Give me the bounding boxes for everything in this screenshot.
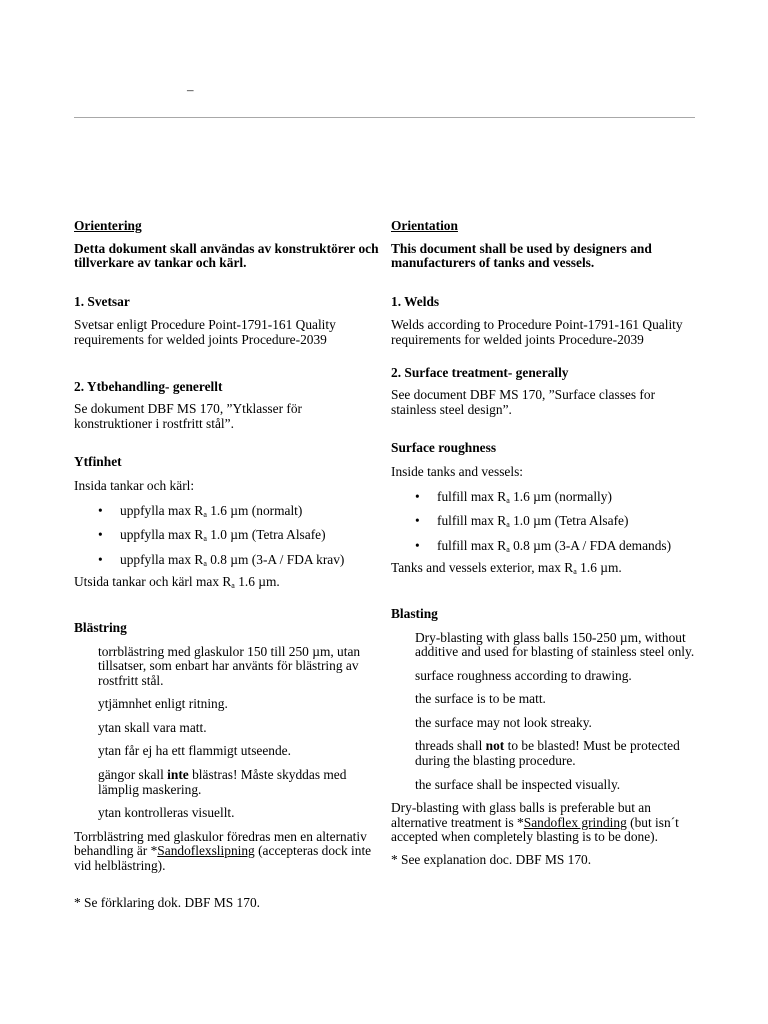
blast-item: surface roughness according to drawing. [415, 667, 632, 683]
list-item: • uppfylla $\max R_a$ 1.6 µm (normalt) [98, 502, 303, 519]
blast-item: the surface may not look streaky. [415, 714, 592, 730]
bullet-icon: • [98, 551, 103, 567]
surface-heading: 2. Ytbehandling- generellt [74, 378, 223, 394]
roughness-heading: Ytfinhet [74, 454, 122, 470]
header-divider [74, 117, 695, 118]
roughness-list [391, 490, 696, 554]
orientation-heading: Orientering [74, 218, 142, 233]
swedish-column [74, 219, 379, 910]
welds-heading: 1. Welds [391, 293, 440, 309]
exterior-text: Utsida tankar och kärl $\max R_a$ 1.6 µm. [74, 574, 280, 591]
surface-text: See document DBF MS 170, ”Surface classes for stainless steel design”. [391, 387, 656, 417]
list-item: • fulfill $\max R_a$ 1.6 µm (normally) [415, 488, 612, 505]
bullet-icon: • [415, 513, 420, 529]
welds-text: Welds according to Procedure Point-1791-161 Quality requirements for welded joints Procedure-2039 [391, 317, 683, 347]
bullet-icon: • [415, 488, 420, 504]
blast-item: the surface is to be matt. [415, 691, 546, 707]
header-dash: – [187, 82, 194, 97]
sandoflex-link[interactable]: Sandoflexslipning [157, 843, 255, 859]
orientation-text: Detta dokument skall användas av konstruktörer och tillverkare av tankar och kärl. [74, 240, 379, 271]
roughness-list [74, 504, 379, 568]
list-item: • fulfill $\max R_a$ 0.8 µm (3-A / FDA demands) [415, 537, 672, 554]
english-column [391, 219, 696, 868]
blast-item: ytan skall vara matt. [98, 719, 207, 735]
roughness-intro: Inside tanks and vessels: [391, 463, 524, 479]
blast-item: Dry-blasting with glass balls 150-250 µm, without additive and used for blasting of stainless steel only. [415, 629, 695, 660]
list-item: • uppfylla $\max R_a$ 1.0 µm (Tetra Alsafe) [98, 527, 326, 544]
bullet-icon: • [98, 527, 103, 543]
threads-text: gängor skall inte blästras! Måste skyddas med lämplig maskering. [98, 767, 347, 797]
footnote: * Se förklaring dok. DBF MS 170. [74, 894, 260, 910]
welds-heading: 1. Svetsar [74, 293, 130, 309]
list-item: • fulfill $\max R_a$ 1.0 µm (Tetra Alsafe) [415, 513, 629, 530]
blast-item: ytan får ej ha ett flammigt utseende. [98, 743, 291, 759]
blast-item: ytjämnhet enligt ritning. [98, 696, 228, 712]
bullet-icon: • [415, 537, 420, 553]
welds-text: Svetsar enligt Procedure Point-1791-161 Quality requirements for welded joints Procedure-2039 [74, 317, 336, 347]
footnote: * See explanation doc. DBF MS 170. [391, 852, 592, 868]
surface-heading: 2. Surface treatment- generally [391, 364, 569, 380]
blasting-heading: Blasting [391, 605, 438, 621]
bullet-icon: • [98, 502, 103, 518]
sandoflex-link[interactable]: Sandoflex grinding [523, 814, 627, 830]
roughness-intro: Insida tankar och kärl: [74, 477, 195, 493]
alternative-text: Torrblästring med glaskulor föredras men en alternativ behandling är *Sandoflexslipning (accepteras dock inte vid helblästring). [74, 828, 372, 874]
threads-text: threads shall not to be blasted! Must be protected during the blasting procedure. [415, 738, 680, 769]
list-item: • uppfylla $\max R_a$ 0.8 µm (3-A / FDA krav) [98, 551, 345, 568]
orientation-text: This document shall be used by designers and manufacturers of tanks and vessels. [391, 240, 652, 271]
surface-text: Se dokument DBF MS 170, ”Ytklasser för konstruktioner i rostfritt stål”. [74, 401, 303, 431]
orientation-heading: Orientation [391, 218, 458, 233]
blast-item: torrblästring med glaskulor 150 till 250 µm, utan tillsatser, som enbart har använts för blästring av rostfritt stål. [98, 643, 361, 688]
roughness-heading: Surface roughness [391, 440, 497, 456]
blasting-heading: Blästring [74, 619, 127, 635]
alternative-text: Dry-blasting with glass balls is preferable but an alternative treatment is *Sandoflex grinding (but isn´t accepted when completely blasting is to be done). [391, 800, 679, 845]
exterior-text: Tanks and vessels exterior, $\max R_a$ 1.6 µm. [391, 560, 622, 577]
inspect-text: ytan kontrolleras visuellt. [98, 805, 235, 821]
inspect-text: the surface shall be inspected visually. [415, 776, 621, 792]
